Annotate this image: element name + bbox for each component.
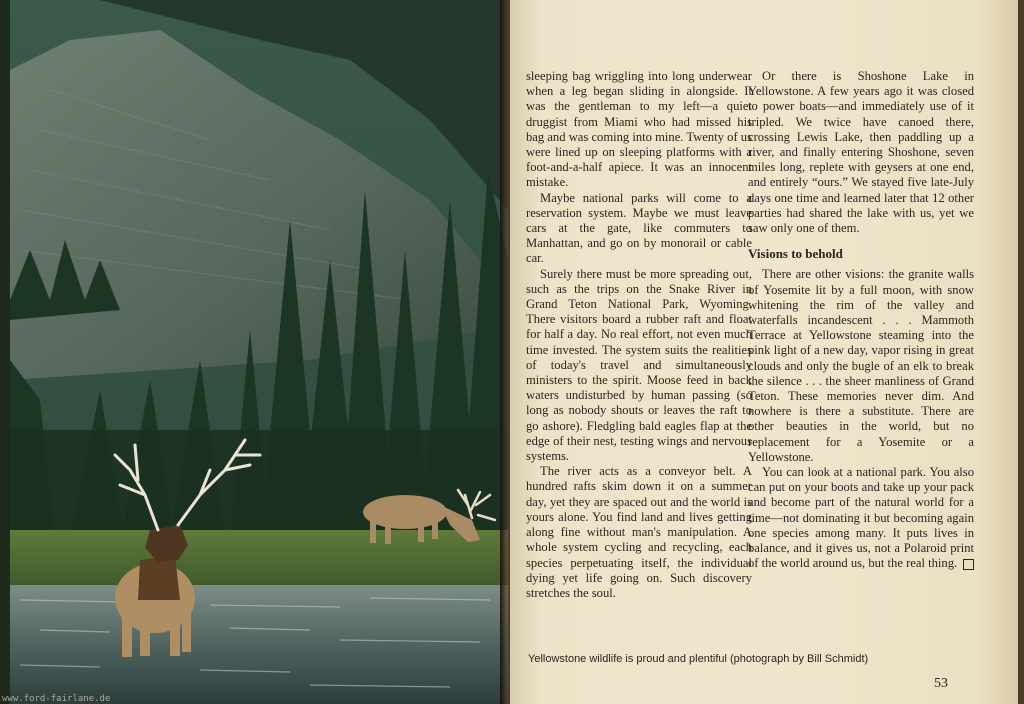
photo-caption: Yellowstone wildlife is proud and plentiful (photograph by Bill Schmidt) bbox=[528, 653, 869, 665]
elk-photo bbox=[10, 0, 508, 704]
paragraph-text: You can look at a national park. You also can put on your boots and take up your pack and become part of the natural world for a time—not dominating it but becoming again one species among many. It puts lives in balance, and it gives us, not a Polaroid print of the world around us, but the real thing. bbox=[748, 465, 974, 571]
paragraph: There are other visions: the granite walls of Yosemite lit by a full moon, with snow whitening the rim of the valley and waterfalls incandescent . . . Mammoth Terrace at Yellowstone steaming into the pink light of a new day, vapor rising in great clouds and only the bugle of an elk to break the silence . . . the sheer manliness of Grand Teton. These memories never dim. And nowhere is there a substitute. There are other beauties in the world, but no replacement for a Yosemite or a Yellowstone. bbox=[748, 267, 974, 464]
right-page bbox=[510, 0, 1020, 704]
text-column-right bbox=[748, 69, 974, 572]
section-subhead: Visions to behold bbox=[748, 246, 843, 262]
paragraph bbox=[748, 465, 974, 571]
paragraph: The river acts as a conveyor belt. A hundred rafts skim down it on a summer day, yet they are spaced out and the world is yours alone. You find land and lives getting along fine without man's manipulation. A whole system cycling and recycling, each species perpetuating itself, the individual dying yet life going on. Such discovery stretches the soul. bbox=[526, 464, 752, 600]
page-edge bbox=[1018, 0, 1024, 704]
watermark-text: www.ford-fairlane.de bbox=[2, 694, 111, 704]
paragraph: Maybe national parks will come to a reservation system. Maybe we must leave cars at the gate, like commuters to Manhattan, and go on by monorail or cable car. bbox=[526, 190, 752, 266]
paragraph: Or there is Shoshone Lake in Yellowstone. A few years ago it was closed to power boats—and immediately use of it tripled. We twice have canoed there, crossing Lewis Lake, then paddling up a river, and finally entering Shoshone, seven miles long, replete with geysers at one end, and entirely “ours.” We stayed five late-July days one time and learned later that 12 other parties had shared the lake with us, yet we saw only one of them. bbox=[748, 69, 974, 236]
left-page bbox=[0, 0, 508, 704]
end-mark-icon bbox=[963, 559, 974, 570]
text-column-left bbox=[526, 69, 752, 601]
paragraph: sleeping bag wriggling into long underwear when a leg began sliding in alongside. It was the gentleman to my left—a quiet druggist from Miami who had missed his bag and was coming into mine. Twenty of us were lined up on sleeping platforms with a foot-and-a-half apiece. It was an innocent mistake. bbox=[526, 69, 752, 190]
page-number: 53 bbox=[934, 676, 948, 691]
paragraph: Surely there must be more spreading out, such as the trips on the Snake River in Grand Teton National Park, Wyoming. There visitors board a rubber raft and float for half a day. No real effort, not even much time invested. The system suits the realities of today's travel and simultaneously ministers to the spirit. Moose feed in back waters undisturbed by human passing (so long as nobody shouts or leaves the raft to go ashore). Fledgling bald eagles flap at the edge of their nest, testing wings and nervous systems. bbox=[526, 266, 752, 464]
